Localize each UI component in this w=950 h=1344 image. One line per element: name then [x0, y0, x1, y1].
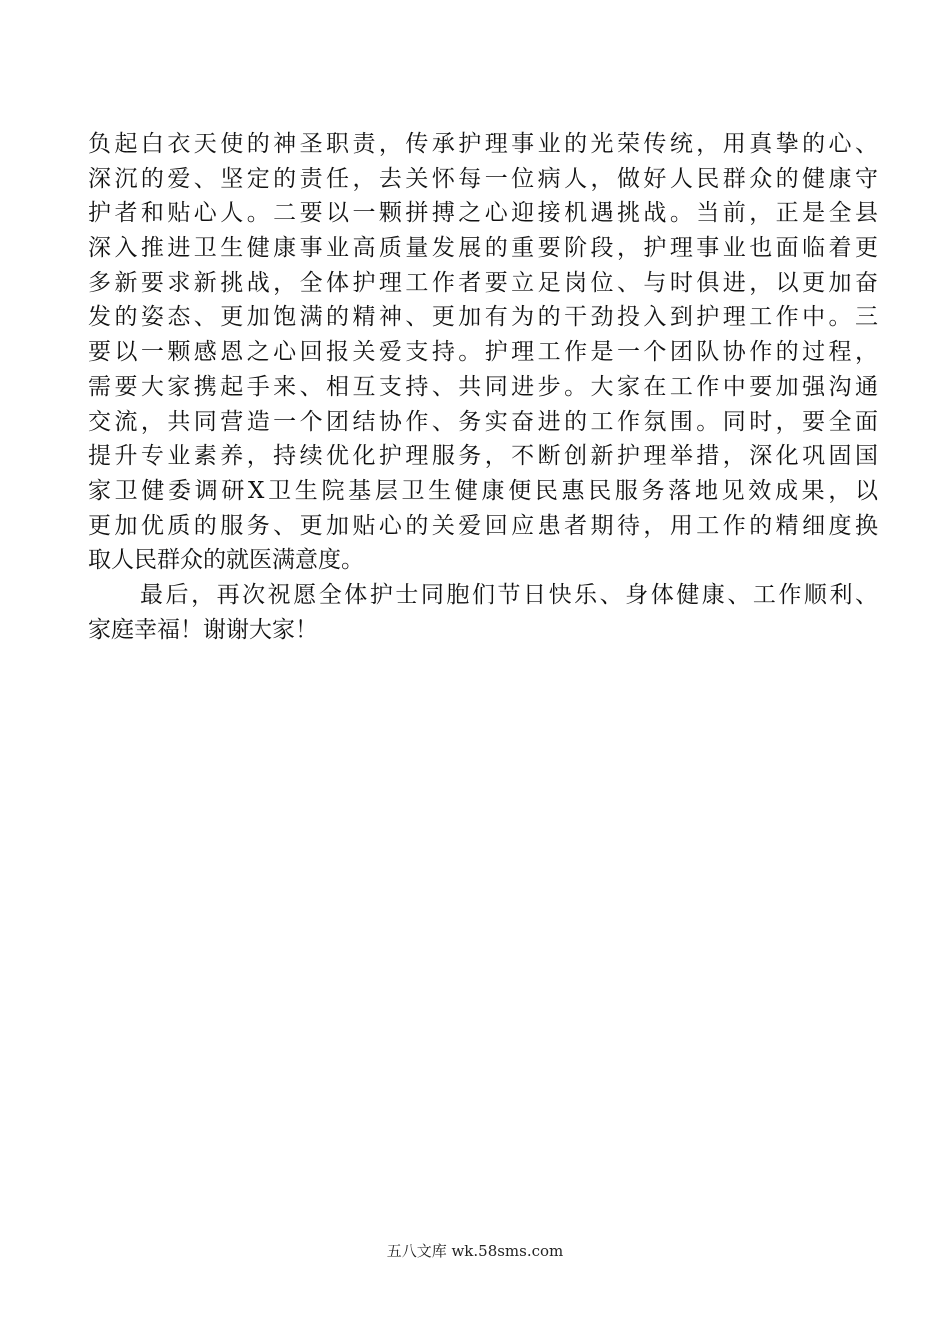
text-line: 需要大家携起手来、相互支持、共同进步。大家在工作中要加强沟通 [88, 373, 878, 400]
text-line: 提升专业素养，持续优化护理服务，不断创新护理举措，深化巩固国 [88, 443, 878, 470]
text-line: 深沉的爱、坚定的责任，去关怀每一位病人，做好人民群众的健康守 [88, 165, 878, 192]
text-line: 发的姿态、更加饱满的精神、更加有为的干劲投入到护理工作中。三 [88, 304, 878, 331]
text-line: 家卫健委调研X卫生院基层卫生健康便民惠民服务落地见效成果，以 [88, 477, 878, 504]
text-line: 要以一颗感恩之心回报关爱支持。护理工作是一个团队协作的过程， [88, 339, 878, 366]
text-line: 更加优质的服务、更加贴心的关爱回应患者期待，用工作的精细度换 [88, 512, 878, 539]
text-line: 家庭幸福！谢谢大家！ [88, 616, 318, 643]
text-line: 取人民群众的就医满意度。 [88, 547, 364, 574]
text-line: 负起白衣天使的神圣职责，传承护理事业的光荣传统，用真挚的心、 [88, 131, 878, 157]
text-line: 交流，共同营造一个团结协作、务实奋进的工作氛围。同时，要全面 [88, 408, 878, 435]
page-footer-watermark: 五八文库 wk.58sms.com [386, 1242, 564, 1260]
text-line: 深入推进卫生健康事业高质量发展的重要阶段，护理事业也面临着更 [88, 235, 878, 262]
closing-paragraph [88, 578, 878, 647]
text-line: 最后，再次祝愿全体护士同胞们节日快乐、身体健康、工作顺利、 [140, 581, 878, 608]
text-line: 护者和贴心人。二要以一颗拼搏之心迎接机遇挑战。当前，正是全县 [88, 200, 878, 227]
body-text [88, 127, 878, 647]
text-line: 多新要求新挑战，全体护理工作者要立足岗位、与时俱进，以更加奋 [88, 269, 878, 296]
paragraph [88, 127, 878, 578]
